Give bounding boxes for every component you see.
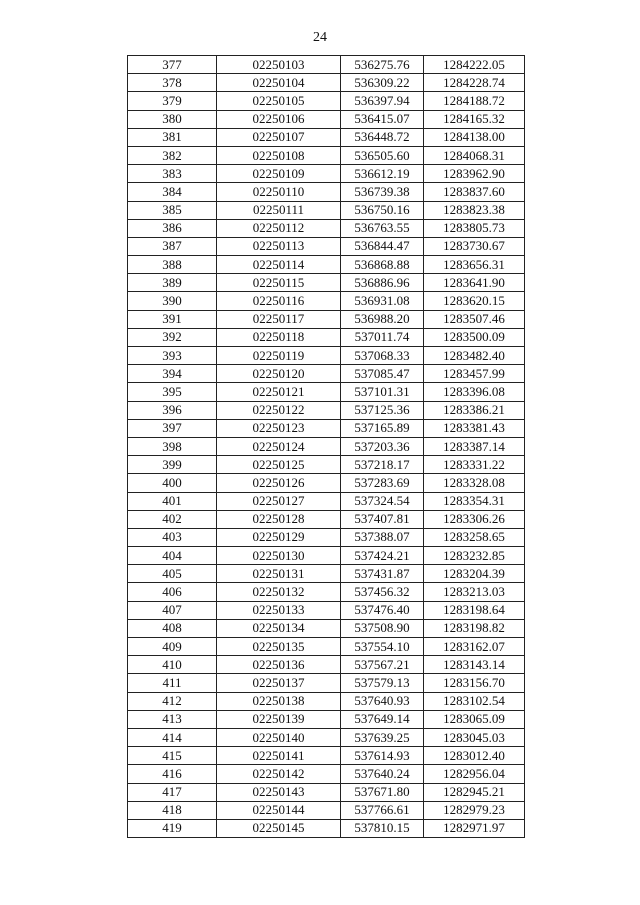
- table-row: [128, 819, 525, 837]
- point-id-cell: 02250124: [217, 437, 341, 455]
- point-id-cell: 02250127: [217, 492, 341, 510]
- point-number-cell: 404: [128, 547, 217, 565]
- point-number-cell: 408: [128, 619, 217, 637]
- table-row: [128, 456, 525, 474]
- x-coordinate-cell: 537324.54: [341, 492, 424, 510]
- point-id-cell: 02250125: [217, 456, 341, 474]
- point-id-cell: 02250111: [217, 201, 341, 219]
- point-number-cell: 409: [128, 638, 217, 656]
- y-coordinate-cell: 1283232.85: [424, 547, 525, 565]
- point-id-cell: 02250128: [217, 510, 341, 528]
- x-coordinate-cell: 536448.72: [341, 128, 424, 146]
- point-number-cell: 396: [128, 401, 217, 419]
- point-number-cell: 415: [128, 747, 217, 765]
- y-coordinate-cell: 1283065.09: [424, 710, 525, 728]
- point-number-cell: 413: [128, 710, 217, 728]
- y-coordinate-cell: 1283482.40: [424, 347, 525, 365]
- table-row: [128, 528, 525, 546]
- y-coordinate-cell: 1283258.65: [424, 528, 525, 546]
- point-number-cell: 406: [128, 583, 217, 601]
- point-number-cell: 412: [128, 692, 217, 710]
- x-coordinate-cell: 536931.08: [341, 292, 424, 310]
- y-coordinate-cell: 1283837.60: [424, 183, 525, 201]
- x-coordinate-cell: 537456.32: [341, 583, 424, 601]
- x-coordinate-cell: 537218.17: [341, 456, 424, 474]
- x-coordinate-cell: 537649.14: [341, 710, 424, 728]
- x-coordinate-cell: 536750.16: [341, 201, 424, 219]
- x-coordinate-cell: 537476.40: [341, 601, 424, 619]
- x-coordinate-cell: 537508.90: [341, 619, 424, 637]
- x-coordinate-cell: 536988.20: [341, 310, 424, 328]
- point-number-cell: 411: [128, 674, 217, 692]
- point-number-cell: 381: [128, 128, 217, 146]
- point-id-cell: 02250142: [217, 765, 341, 783]
- point-number-cell: 378: [128, 74, 217, 92]
- point-id-cell: 02250133: [217, 601, 341, 619]
- table-row: [128, 692, 525, 710]
- x-coordinate-cell: 537165.89: [341, 419, 424, 437]
- point-id-cell: 02250132: [217, 583, 341, 601]
- point-id-cell: 02250109: [217, 165, 341, 183]
- y-coordinate-cell: 1284165.32: [424, 110, 525, 128]
- point-number-cell: 379: [128, 92, 217, 110]
- y-coordinate-cell: 1283381.43: [424, 419, 525, 437]
- point-number-cell: 419: [128, 819, 217, 837]
- y-coordinate-cell: 1284188.72: [424, 92, 525, 110]
- table-row: [128, 110, 525, 128]
- x-coordinate-cell: 537567.21: [341, 656, 424, 674]
- page-number: 24: [313, 30, 327, 45]
- table-row: [128, 328, 525, 346]
- y-coordinate-cell: 1283102.54: [424, 692, 525, 710]
- point-id-cell: 02250103: [217, 56, 341, 74]
- table-row: [128, 56, 525, 74]
- y-coordinate-cell: 1284222.05: [424, 56, 525, 74]
- table-row: [128, 474, 525, 492]
- table-row: [128, 801, 525, 819]
- x-coordinate-cell: 537766.61: [341, 801, 424, 819]
- point-number-cell: 391: [128, 310, 217, 328]
- point-id-cell: 02250123: [217, 419, 341, 437]
- table-row: [128, 183, 525, 201]
- y-coordinate-cell: 1283387.14: [424, 437, 525, 455]
- point-id-cell: 02250120: [217, 365, 341, 383]
- point-number-cell: 405: [128, 565, 217, 583]
- point-number-cell: 400: [128, 474, 217, 492]
- point-id-cell: 02250135: [217, 638, 341, 656]
- point-id-cell: 02250122: [217, 401, 341, 419]
- point-number-cell: 399: [128, 456, 217, 474]
- table-row: [128, 347, 525, 365]
- point-id-cell: 02250143: [217, 783, 341, 801]
- y-coordinate-cell: 1283213.03: [424, 583, 525, 601]
- point-id-cell: 02250141: [217, 747, 341, 765]
- x-coordinate-cell: 537671.80: [341, 783, 424, 801]
- y-coordinate-cell: 1283500.09: [424, 328, 525, 346]
- table-row: [128, 547, 525, 565]
- coordinate-table-body: [128, 56, 525, 838]
- point-id-cell: 02250108: [217, 146, 341, 164]
- x-coordinate-cell: 536844.47: [341, 237, 424, 255]
- y-coordinate-cell: 1283396.08: [424, 383, 525, 401]
- point-id-cell: 02250114: [217, 256, 341, 274]
- y-coordinate-cell: 1284138.00: [424, 128, 525, 146]
- point-id-cell: 02250134: [217, 619, 341, 637]
- point-id-cell: 02250112: [217, 219, 341, 237]
- table-row: [128, 237, 525, 255]
- x-coordinate-cell: 537085.47: [341, 365, 424, 383]
- x-coordinate-cell: 537424.21: [341, 547, 424, 565]
- x-coordinate-cell: 537639.25: [341, 728, 424, 746]
- x-coordinate-cell: 537407.81: [341, 510, 424, 528]
- point-number-cell: 388: [128, 256, 217, 274]
- point-id-cell: 02250104: [217, 74, 341, 92]
- point-id-cell: 02250118: [217, 328, 341, 346]
- table-row: [128, 492, 525, 510]
- coordinate-table: [127, 55, 525, 838]
- x-coordinate-cell: 536612.19: [341, 165, 424, 183]
- x-coordinate-cell: 537431.87: [341, 565, 424, 583]
- point-number-cell: 410: [128, 656, 217, 674]
- y-coordinate-cell: 1283012.40: [424, 747, 525, 765]
- table-row: [128, 783, 525, 801]
- x-coordinate-cell: 536275.76: [341, 56, 424, 74]
- y-coordinate-cell: 1283331.22: [424, 456, 525, 474]
- y-coordinate-cell: 1283507.46: [424, 310, 525, 328]
- x-coordinate-cell: 537203.36: [341, 437, 424, 455]
- table-row: [128, 619, 525, 637]
- table-row: [128, 74, 525, 92]
- y-coordinate-cell: 1283620.15: [424, 292, 525, 310]
- table-row: [128, 201, 525, 219]
- y-coordinate-cell: 1284068.31: [424, 146, 525, 164]
- point-id-cell: 02250113: [217, 237, 341, 255]
- point-id-cell: 02250145: [217, 819, 341, 837]
- point-id-cell: 02250115: [217, 274, 341, 292]
- point-number-cell: 416: [128, 765, 217, 783]
- table-row: [128, 510, 525, 528]
- table-row: [128, 401, 525, 419]
- x-coordinate-cell: 537640.24: [341, 765, 424, 783]
- table-row: [128, 765, 525, 783]
- x-coordinate-cell: 537125.36: [341, 401, 424, 419]
- x-coordinate-cell: 537579.13: [341, 674, 424, 692]
- point-number-cell: 394: [128, 365, 217, 383]
- point-id-cell: 02250117: [217, 310, 341, 328]
- table-row: [128, 365, 525, 383]
- point-number-cell: 385: [128, 201, 217, 219]
- point-id-cell: 02250121: [217, 383, 341, 401]
- point-id-cell: 02250131: [217, 565, 341, 583]
- point-number-cell: 397: [128, 419, 217, 437]
- table-row: [128, 565, 525, 583]
- point-id-cell: 02250129: [217, 528, 341, 546]
- table-row: [128, 292, 525, 310]
- y-coordinate-cell: 1283198.64: [424, 601, 525, 619]
- table-row: [128, 747, 525, 765]
- point-number-cell: 390: [128, 292, 217, 310]
- y-coordinate-cell: 1283457.99: [424, 365, 525, 383]
- point-number-cell: 402: [128, 510, 217, 528]
- point-number-cell: 387: [128, 237, 217, 255]
- x-coordinate-cell: 537283.69: [341, 474, 424, 492]
- table-row: [128, 728, 525, 746]
- x-coordinate-cell: 537388.07: [341, 528, 424, 546]
- table-row: [128, 92, 525, 110]
- x-coordinate-cell: 536309.22: [341, 74, 424, 92]
- y-coordinate-cell: 1283162.07: [424, 638, 525, 656]
- point-number-cell: 392: [128, 328, 217, 346]
- y-coordinate-cell: 1283204.39: [424, 565, 525, 583]
- x-coordinate-cell: 536886.96: [341, 274, 424, 292]
- point-number-cell: 380: [128, 110, 217, 128]
- x-coordinate-cell: 536763.55: [341, 219, 424, 237]
- table-row: [128, 256, 525, 274]
- y-coordinate-cell: 1283962.90: [424, 165, 525, 183]
- y-coordinate-cell: 1283656.31: [424, 256, 525, 274]
- x-coordinate-cell: 536868.88: [341, 256, 424, 274]
- point-id-cell: 02250137: [217, 674, 341, 692]
- y-coordinate-cell: 1282971.97: [424, 819, 525, 837]
- table-row: [128, 165, 525, 183]
- point-number-cell: 393: [128, 347, 217, 365]
- x-coordinate-cell: 536505.60: [341, 146, 424, 164]
- table-row: [128, 310, 525, 328]
- x-coordinate-cell: 537640.93: [341, 692, 424, 710]
- point-id-cell: 02250144: [217, 801, 341, 819]
- table-row: [128, 274, 525, 292]
- y-coordinate-cell: 1284228.74: [424, 74, 525, 92]
- point-number-cell: 383: [128, 165, 217, 183]
- table-row: [128, 419, 525, 437]
- point-number-cell: 395: [128, 383, 217, 401]
- table-row: [128, 437, 525, 455]
- x-coordinate-cell: 536397.94: [341, 92, 424, 110]
- y-coordinate-cell: 1283805.73: [424, 219, 525, 237]
- point-number-cell: 417: [128, 783, 217, 801]
- point-id-cell: 02250110: [217, 183, 341, 201]
- point-id-cell: 02250138: [217, 692, 341, 710]
- table-row: [128, 674, 525, 692]
- x-coordinate-cell: 536739.38: [341, 183, 424, 201]
- point-number-cell: 403: [128, 528, 217, 546]
- point-id-cell: 02250106: [217, 110, 341, 128]
- point-id-cell: 02250136: [217, 656, 341, 674]
- point-number-cell: 384: [128, 183, 217, 201]
- point-number-cell: 401: [128, 492, 217, 510]
- table-row: [128, 638, 525, 656]
- y-coordinate-cell: 1282945.21: [424, 783, 525, 801]
- point-id-cell: 02250139: [217, 710, 341, 728]
- y-coordinate-cell: 1283198.82: [424, 619, 525, 637]
- point-number-cell: 398: [128, 437, 217, 455]
- point-number-cell: 377: [128, 56, 217, 74]
- y-coordinate-cell: 1283354.31: [424, 492, 525, 510]
- point-id-cell: 02250105: [217, 92, 341, 110]
- table-row: [128, 710, 525, 728]
- y-coordinate-cell: 1283823.38: [424, 201, 525, 219]
- table-row: [128, 383, 525, 401]
- point-id-cell: 02250116: [217, 292, 341, 310]
- x-coordinate-cell: 536415.07: [341, 110, 424, 128]
- point-id-cell: 02250119: [217, 347, 341, 365]
- point-id-cell: 02250130: [217, 547, 341, 565]
- point-number-cell: 407: [128, 601, 217, 619]
- point-id-cell: 02250107: [217, 128, 341, 146]
- y-coordinate-cell: 1283045.03: [424, 728, 525, 746]
- point-number-cell: 386: [128, 219, 217, 237]
- table-row: [128, 656, 525, 674]
- y-coordinate-cell: 1283156.70: [424, 674, 525, 692]
- point-id-cell: 02250140: [217, 728, 341, 746]
- table-row: [128, 601, 525, 619]
- x-coordinate-cell: 537810.15: [341, 819, 424, 837]
- x-coordinate-cell: 537068.33: [341, 347, 424, 365]
- table-row: [128, 583, 525, 601]
- point-number-cell: 382: [128, 146, 217, 164]
- point-number-cell: 389: [128, 274, 217, 292]
- point-id-cell: 02250126: [217, 474, 341, 492]
- point-number-cell: 418: [128, 801, 217, 819]
- x-coordinate-cell: 537101.31: [341, 383, 424, 401]
- x-coordinate-cell: 537011.74: [341, 328, 424, 346]
- y-coordinate-cell: 1283143.14: [424, 656, 525, 674]
- table-row: [128, 128, 525, 146]
- y-coordinate-cell: 1283730.67: [424, 237, 525, 255]
- y-coordinate-cell: 1282956.04: [424, 765, 525, 783]
- table-row: [128, 146, 525, 164]
- x-coordinate-cell: 537554.10: [341, 638, 424, 656]
- x-coordinate-cell: 537614.93: [341, 747, 424, 765]
- table-row: [128, 219, 525, 237]
- y-coordinate-cell: 1283641.90: [424, 274, 525, 292]
- y-coordinate-cell: 1282979.23: [424, 801, 525, 819]
- y-coordinate-cell: 1283306.26: [424, 510, 525, 528]
- y-coordinate-cell: 1283386.21: [424, 401, 525, 419]
- point-number-cell: 414: [128, 728, 217, 746]
- y-coordinate-cell: 1283328.08: [424, 474, 525, 492]
